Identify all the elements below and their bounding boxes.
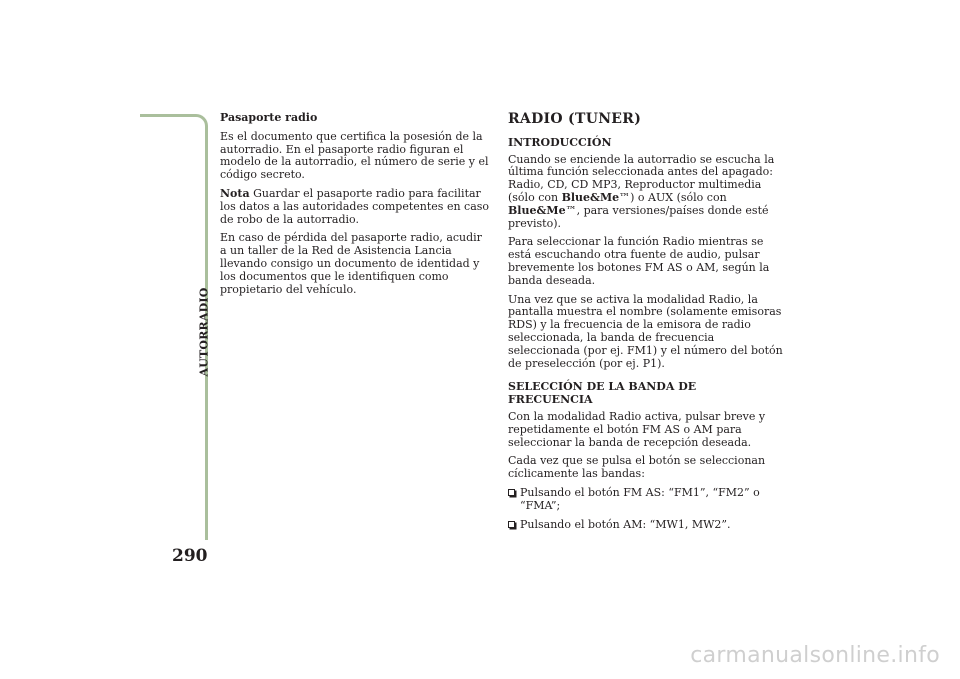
brand-blueme-2: Blue&Me xyxy=(508,203,566,217)
list-item xyxy=(508,487,783,513)
list-item-text: Pulsando el botón AM: “MW1, MW2”. xyxy=(520,517,731,531)
passport-heading: Pasaporte radio xyxy=(220,111,318,124)
intro-heading: INTRODUCCIÓN xyxy=(508,135,612,149)
checkbox-bullet-icon xyxy=(508,521,515,528)
list-item xyxy=(508,519,783,532)
nota-paragraph xyxy=(220,188,490,226)
display-paragraph: Una vez que se activa la modalidad Radio, la pantalla muestra el nombre (solamente emisoras RDS) y la frecuencia de la emisora de radio seleccionada, la banda de frecuencia seleccionada (por ej. FM1) y el número del botón de preselección (por ej. P1). xyxy=(508,292,783,370)
list-item-text: Pulsando el botón FM AS: “FM1”, “FM2” o “FMA”; xyxy=(520,485,760,512)
nota-text: Guardar el pasaporte radio para facilitar los datos a las autoridades competentes en caso de robo de la autorradio. xyxy=(220,186,490,226)
intro-text-b: ™) o AUX (sólo con xyxy=(619,190,727,204)
band-paragraph-1: Con la modalidad Radio activa, pulsar breve y repetidamente el botón FM AS o AM para seleccionar la banda de recepción deseada. xyxy=(508,409,766,449)
page-number: 290 xyxy=(172,546,208,566)
brand-blueme-1: Blue&Me xyxy=(561,190,620,204)
left-column xyxy=(220,112,490,302)
intro-text-c: ™, para versiones/países donde esté previsto). xyxy=(508,203,769,230)
loss-paragraph: En caso de pérdida del pasaporte radio, acudir a un taller de la Red de Asistencia Lancia llevando consigo un documento de identidad y los documentos que le identifiquen como propietario del vehículo. xyxy=(220,231,482,296)
right-column xyxy=(508,113,783,537)
select-radio-paragraph: Para seleccionar la función Radio mientras se está escuchando otra fuente de audio, pulsar brevemente los botones FM AS o AM, según la banda deseada. xyxy=(508,235,770,287)
watermark: carmanualsonline.info xyxy=(690,643,940,668)
band-heading: SELECCIÓN DE LA BANDA DE FRECUENCIA xyxy=(508,380,697,407)
intro-paragraph xyxy=(508,154,783,231)
passport-paragraph: Es el documento que certifica la posesión de la autorradio. En el pasaporte radio figuran el modelo de la autorradio, el número de serie y el código secreto. xyxy=(220,129,489,182)
band-paragraph-2: Cada vez que se pulsa el botón se seleccionan cíclicamente las bandas: xyxy=(508,454,766,481)
nota-label: Nota xyxy=(220,186,250,200)
intro-text-a: Cuando se enciende la autorradio se escucha la última función seleccionada antes del apagado: Radio, CD, CD MP3, Reproductor multimedia (sólo con xyxy=(508,152,775,204)
section-side-label: AUTORRADIO xyxy=(197,287,211,377)
section-title: RADIO (TUNER) xyxy=(508,111,642,127)
checkbox-bullet-icon xyxy=(508,489,515,496)
